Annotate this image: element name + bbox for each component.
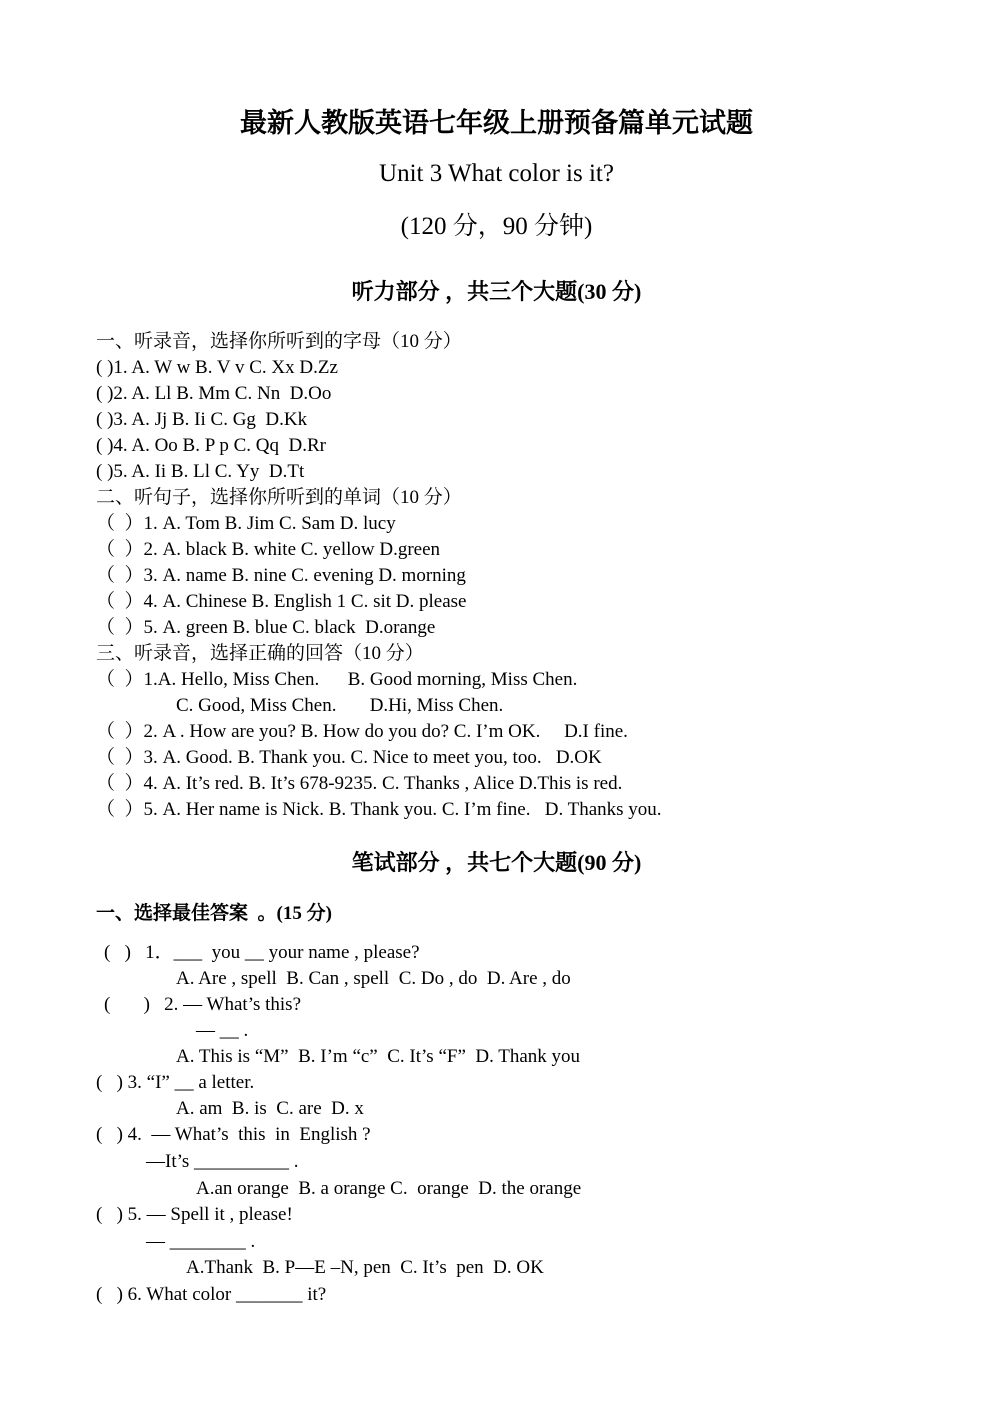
listening-part2-item: （ ）4. A. Chinese B. English 1 C. sit D. please (96, 591, 467, 612)
written-question-line: ( ) 6. What color _______ it? (96, 1284, 327, 1305)
written-question-line: A.an orange B. a orange C. orange D. the orange (196, 1178, 582, 1199)
listening-part3-item: （ ）3. A. Good. B. Thank you. C. Nice to meet you, too. D.OK (96, 747, 602, 768)
listening-part1-heading: 一、听录音，选择你所听到的字母（10 分） (96, 331, 462, 352)
written-question-line: A. This is “M” B. I’m “c” C. It’s “F” D. Thank you (176, 1046, 581, 1067)
listening-part1-item: ( )5. A. Ii B. Ll C. Yy D.Tt (96, 461, 305, 482)
listening-heading: 听力部分 ，共三个大题(30 分) (351, 279, 642, 304)
written-question-line: ( ) 2. — What’s this? (104, 994, 302, 1015)
unit-title: Unit 3 What color is it? (379, 160, 614, 187)
listening-part2-item: （ ）5. A. green B. blue C. black D.orange (96, 617, 436, 638)
listening-part3-item: （ ）4. A. It’s red. B. It’s 678-9235. C. Thanks , Alice D.This is red. (96, 773, 623, 794)
listening-part3-item: （ ）2. A . How are you? B. How do you do? C. I’m OK. D.I fine. (96, 721, 628, 742)
listening-part2-item: （ ）1. A. Tom B. Jim C. Sam D. lucy (96, 513, 396, 534)
written-question-line: ( ) 5. — Spell it , please! (96, 1204, 293, 1225)
written-question-line: —It’s __________ . (146, 1151, 299, 1172)
listening-part2-item: （ ）2. A. black B. white C. yellow D.green (96, 539, 441, 560)
listening-part3-heading: 三、听录音，选择正确的回答（10 分） (96, 643, 424, 664)
document-title: 最新人教版英语七年级上册预备篇单元试题 (240, 108, 753, 138)
written-question-line: ( ) 3. “I” __ a letter. (96, 1072, 255, 1093)
listening-part3-item: （ ）1.A. Hello, Miss Chen. B. Good morning, Miss Chen. (96, 669, 578, 690)
written-question-line: ( ) 4. — What’s this in English ? (96, 1124, 371, 1145)
written-part1-heading: 一、选择最佳答案 。(15 分) (96, 903, 332, 924)
listening-part1-item: ( )1. A. W w B. V v C. Xx D.Zz (96, 357, 338, 378)
listening-part3-item: C. Good, Miss Chen. D.Hi, Miss Chen. (176, 695, 504, 716)
listening-part1-item: ( )3. A. Jj B. Ii C. Gg D.Kk (96, 409, 308, 430)
listening-part2-heading: 二、听句子，选择你所听到的单词（10 分） (96, 487, 462, 508)
listening-part3-item: （ ）5. A. Her name is Nick. B. Thank you. C. I’m fine. D. Thanks you. (96, 799, 662, 820)
written-question-line: A.Thank B. P—E –N, pen C. It’s pen D. OK (186, 1257, 544, 1278)
written-question-line: A. Are , spell B. Can , spell C. Do , do D. Are , do (176, 968, 571, 989)
listening-part2-item: （ ）3. A. name B. nine C. evening D. morning (96, 565, 466, 586)
listening-part1-item: ( )4. A. Oo B. P p C. Qq D.Rr (96, 435, 326, 456)
listening-part1-item: ( )2. A. Ll B. Mm C. Nn D.Oo (96, 383, 332, 404)
written-question-line: — ________ . (146, 1231, 256, 1252)
written-question-line: ( ) 1．___ you __ your name , please? (104, 942, 420, 963)
score-time: (120 分，90 分钟) (400, 213, 593, 240)
written-question-line: — __ . (196, 1020, 249, 1041)
written-question-line: A. am B. is C. are D. x (176, 1098, 364, 1119)
written-heading: 笔试部分 ，共七个大题(90 分) (351, 850, 642, 875)
